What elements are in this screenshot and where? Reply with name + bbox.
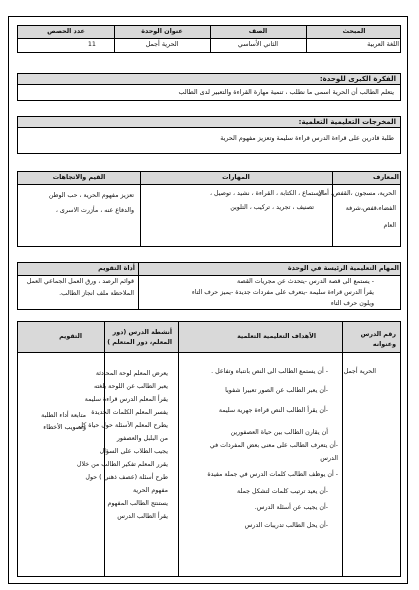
tasks-title: المهام التعليمية الرئيسة في الوحدة <box>287 264 399 272</box>
header-col-grade: الصف <box>248 27 268 35</box>
lesson-table <box>17 321 401 577</box>
header-value-subject: اللغة العربية <box>367 40 399 48</box>
evaluation-line: وتصويب الأخطاء <box>43 424 86 431</box>
pillars-table <box>17 171 401 247</box>
activity-item: يقرر المعلم تفكير الطالب من خلال <box>76 461 168 468</box>
header-value-sessions: 11 <box>87 40 96 48</box>
assessment-line: قوائم الرصد ، ورق العمل الجماعي العمل <box>26 278 134 285</box>
lesson-col-title: رقم الدرس وعنوانه <box>360 331 396 348</box>
header-col-unit-title: عنوان الوحدة <box>141 27 183 35</box>
tasks-line: يقرأ الدرس قراءة سليمة -يتعرف على مفردات جديدة -يميز حرف التاء <box>191 289 374 296</box>
values-line: تعزيز مفهوم الحرية ، حب الوطن <box>48 192 134 199</box>
header-col-sessions: عدد الحصص <box>47 27 85 35</box>
activity-item: يقرأ الطالب الدرس <box>117 513 168 520</box>
tasks-table <box>17 262 401 310</box>
outcomes-text: طلبة قادرين على قراءة الدرس قراءة سليمة وتعزيز مفهوم الحرية <box>220 134 394 142</box>
objective-item: الدرس <box>320 455 338 462</box>
activity-item: مفهوم الحرية <box>133 487 168 494</box>
outcomes-section <box>17 116 401 154</box>
big-idea-section <box>17 73 401 101</box>
header-value-grade: الثاني الأساسي <box>237 40 279 48</box>
objective-item: -أن يتعرف الطالب على معنى بعض المفردات في <box>209 442 338 449</box>
activity-item: يطرح المعلم الأسئلة حول حياة كل <box>78 422 168 429</box>
objective-item: -أن يعيد ترتيب كلمات لتشكل جملة <box>237 488 328 495</box>
objective-item: - أن يستمع الطالب الى النص بانتباه وتفاعل . <box>211 368 328 375</box>
header-table <box>17 25 401 53</box>
activity-item: طرح أسئلة (عصف ذهني ) حول <box>85 474 168 481</box>
header-col-subject: المبحث <box>342 27 366 35</box>
skills-title: المهارات <box>222 173 250 181</box>
tasks-line: ويلون حرف التاء <box>330 300 374 307</box>
values-title: القيم والاتجاهات <box>52 173 106 181</box>
outcomes-title: المخرجات التعليمية التعلمية: <box>18 117 400 128</box>
lesson-title: الحرية أجمل <box>343 368 376 375</box>
header-value-unit-title: الحرية أجمل <box>145 40 179 48</box>
big-idea-title: الفكرة الكبرى للوحدة: <box>18 74 400 85</box>
knowledge-line: الحرية، مسجون ،القفص، أمان <box>317 190 396 197</box>
skills-line: تصنيف ، تجريد ، تركيب ، التلوين <box>230 204 314 211</box>
big-idea-text: يتعلم الطالب أن الحرية اسمى ما نطلب ، تنمية مهارة القراءة والتعبير لدى الطالب <box>178 88 394 96</box>
lesson-col-objectives: الأهداف التعليمية التعلمية <box>237 333 316 340</box>
activity-item: يستنتج الطالب المفهوم <box>107 500 168 507</box>
assessment-title: أداة التقويم <box>98 264 135 272</box>
assessment-line: الملاحظة ملف انجاز الطالب. <box>59 290 134 297</box>
activity-item: يجيب الطلاب على السؤال <box>99 448 168 455</box>
knowledge-line: الفضاء،قفص،شرفة <box>345 205 396 212</box>
objective-item: -أن يقرأ الطالب النص قراءة جهرية سليمة <box>218 407 328 414</box>
knowledge-title: المعارف <box>373 173 399 181</box>
tasks-line: - يستمع الى قصة الدرس -يتحدث عن مجريات القصة <box>237 278 374 285</box>
lesson-col-activities: أنشطة الدرس (دور المعلم، دور المتعلم ) <box>107 329 172 346</box>
activity-item: يقرأ المعلم الدرس قراءة سليمة <box>84 396 168 403</box>
objective-item: - أن يوظف الطالب كلمات الدرس في جملة مفيدة <box>207 471 338 478</box>
objective-item: -أن يحل الطالب تدريبات الدرس <box>244 522 328 529</box>
activity-item: من البلبل والعصفور <box>116 435 168 442</box>
activity-item: يعرض المعلم لوحة المحادثة <box>95 370 168 377</box>
objective-item: -أن يعبر الطالب عن الصور تعبيرا شفويا <box>225 387 328 394</box>
activity-item: يفسر المعلم الكلمات الجديدة <box>91 409 168 416</box>
objective-item: أن يقارن الطالب بين حياة العصفورين <box>230 429 328 436</box>
lesson-plan-page <box>8 16 408 584</box>
knowledge-line: العام <box>383 222 396 229</box>
values-line: والدفاع عنه ، مأزرت الاسرى ، <box>55 207 134 214</box>
objective-item: -أن يجيب عن أسئلة الدرس. <box>254 504 328 511</box>
activity-item: يعبر الطالب عن اللوحة بلغته <box>93 383 168 390</box>
lesson-col-evaluation: التقويم <box>59 333 82 340</box>
evaluation-line: متابعة أداء الطلبة <box>41 412 86 419</box>
skills-line: الاستماع ، الكتابة ، القراءة ، نشيد ، توصيل ، <box>209 190 324 197</box>
